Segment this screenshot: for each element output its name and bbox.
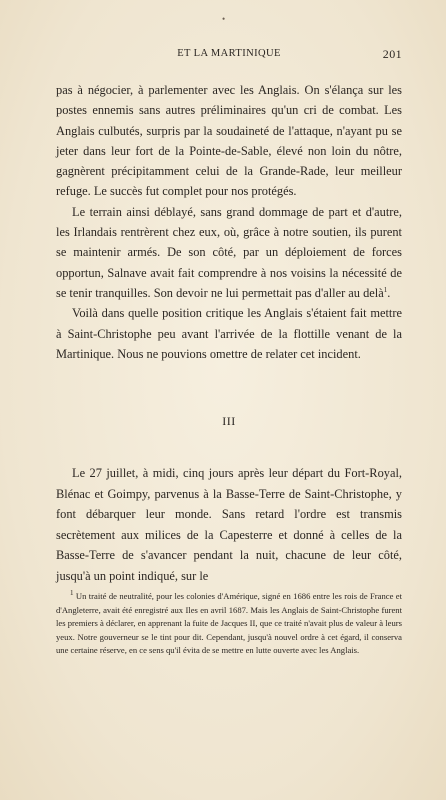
paragraph-2 bbox=[56, 202, 402, 303]
running-title: ET LA MARTINIQUE bbox=[177, 48, 281, 59]
footnotes bbox=[56, 590, 402, 658]
paragraph-3: Voilà dans quelle position critique les Anglais s'étaient fait mettre à Saint-Christophe peu avant l'arrivée de la flottille venant de la Martinique. Nous ne pouvions omettre de relater cet incident. bbox=[56, 306, 402, 361]
footnote-text: Un traité de neutralité, pour les colonies d'Amérique, signé en 1686 entre les rois de France et d'Angleterre, avait été enregistré aux Iles en avril 1687. Mais les Anglais de Saint-Christophe furent les premiers à déclarer, en apprenant la fuite de Jacques II, que ce traité n'avait plus de valeur à leurs yeux. Notre gouverneur se le tint pour dit. Cependant, jusqu'à nouvel ordre à cet égard, il conserva une certaine réserve, en ce sens qu'il évita de se mettre en lutte ouverte avec les Anglais. bbox=[56, 591, 402, 655]
section-text bbox=[56, 463, 402, 587]
paragraph-4: Le 27 juillet, à midi, cinq jours après leur départ du Fort-Royal, Blénac et Goimpy, parvenus à la Basse-Terre de Saint-Christophe, y font débarquer leur monde. Sans retard l'ordre est transmis secrètement aux milices de la Capesterre et donné à celles de la Basse-Terre de s'avancer pendant la nuit, chacune de leur côté, jusqu'à un point indiqué, sur le bbox=[56, 466, 402, 583]
paragraph-2-end: . bbox=[387, 285, 391, 300]
paragraph-2-text: Le terrain ainsi déblayé, sans grand dommage de part et d'autre, les Irlandais rentrèrent chez eux, où, grâce à notre soutien, ils purent se maintenir armés. De son côté, par un déploiement de forces opportun, Salnave avait fait comprendre à nos voisins la nécessité de se tenir tranquilles. Son devoir ne lui permettait pas d'aller au delà bbox=[56, 204, 402, 300]
running-header bbox=[56, 48, 402, 64]
main-text bbox=[56, 80, 402, 364]
page-number: 201 bbox=[382, 47, 402, 61]
footnote-ref: 1 bbox=[383, 285, 388, 294]
footnote-1 bbox=[56, 590, 402, 658]
paragraph-1: pas à négocier, à parlementer avec les Anglais. On s'élança sur les postes ennemis sans autres préliminaires qu'un cri de combat. Les Anglais culbutés, surpris par la soudaineté de l'attaque, n'ayant pu se jeter dans leur fort de la Pointe-de-Sable, élevé non loin du nôtre, gagnèrent précipitamment celui de la Grande-Rade, leur meilleur refuge. Le succès fut complet pour nos protégés. bbox=[56, 83, 402, 199]
top-mark: • bbox=[222, 14, 226, 24]
footnote-number: 1 bbox=[70, 589, 74, 598]
section-heading: III bbox=[222, 414, 236, 428]
